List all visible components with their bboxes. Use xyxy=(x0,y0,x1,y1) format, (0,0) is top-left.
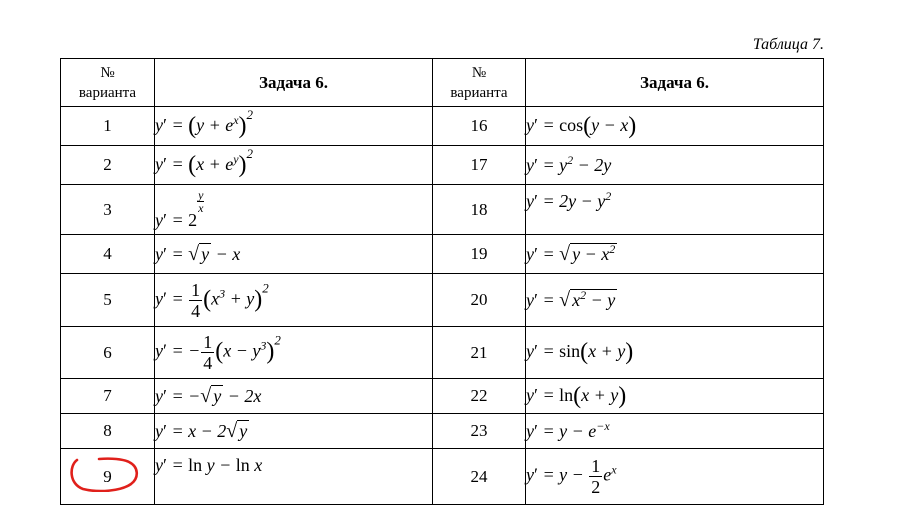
variant-number: 21 xyxy=(433,327,526,379)
table-row xyxy=(61,185,824,235)
variant-number: 3 xyxy=(61,185,155,235)
header-variant-number: № варианта xyxy=(61,59,155,107)
table-row xyxy=(61,107,824,146)
variant-number: 5 xyxy=(61,274,155,327)
variant-number: 8 xyxy=(61,414,155,449)
red-circle-annotation xyxy=(69,454,141,492)
equation-formula: y′ = √ y − x xyxy=(155,235,433,274)
table-row xyxy=(61,146,824,185)
variant-number: 9 xyxy=(61,449,155,505)
table-row xyxy=(61,327,824,379)
equation-formula: $y' = y - e^{-x}$ xyxy=(526,414,824,449)
equation-formula: y′ = √ $x^2 - y$ xyxy=(526,274,824,327)
header-variant-number: № варианта xyxy=(433,59,526,107)
variant-number: 23 xyxy=(433,414,526,449)
table-row xyxy=(61,235,824,274)
equation-formula: y′ = cos(y − x) xyxy=(526,107,824,146)
equation-formula: y′ = sin(x + y) xyxy=(526,327,824,379)
variant-number: 4 xyxy=(61,235,155,274)
header-task: Задача 6. xyxy=(155,59,433,107)
table-row xyxy=(61,414,824,449)
variant-number: 1 xyxy=(61,107,155,146)
table-row xyxy=(61,379,824,414)
table-caption: Таблица 7. xyxy=(752,36,824,53)
variant-number: 6 xyxy=(61,327,155,379)
variant-number: 7 xyxy=(61,379,155,414)
variant-number: 19 xyxy=(433,235,526,274)
equation-formula: y′ = − $\frac{1}{4}$ $(x - y^3)^2$ xyxy=(155,327,433,379)
variant-number: 24 xyxy=(433,449,526,505)
equation-formula: y′ = −√ y − 2x xyxy=(155,379,433,414)
equation-formula: y′ = ln(x + y) xyxy=(526,379,824,414)
table-header-row xyxy=(61,59,824,107)
equation-formula: y′ = x − 2√ y xyxy=(155,414,433,449)
equation-formula: y′ = $\frac{1}{4}$ $(x^3 + y)^2$ xyxy=(155,274,433,327)
variant-number: 17 xyxy=(433,146,526,185)
equation-formula: y′ = ln y − ln x xyxy=(155,449,433,505)
equation-formula: $y' = 2y - y^2$ xyxy=(526,185,824,235)
table-row xyxy=(61,274,824,327)
variant-number: 22 xyxy=(433,379,526,414)
equation-formula: y′ = 2 $\frac{y}{x}$ xyxy=(155,185,433,235)
header-task: Задача 6. xyxy=(526,59,824,107)
equation-formula: y′ = y − $\frac{1}{2}$ $e^x$ xyxy=(526,449,824,505)
equation-formula: $y' = (y + e^x)^2$ xyxy=(155,107,433,146)
variant-number: 20 xyxy=(433,274,526,327)
equation-formula: $y' = (x + e^y)^2$ xyxy=(155,146,433,185)
variants-table xyxy=(60,58,824,505)
table-row xyxy=(61,449,824,505)
variant-number: 16 xyxy=(433,107,526,146)
variant-number: 18 xyxy=(433,185,526,235)
equation-formula: $y' = y^2 - 2y$ xyxy=(526,146,824,185)
variant-number: 2 xyxy=(61,146,155,185)
equation-formula: y′ = √ $y - x^2$ xyxy=(526,235,824,274)
